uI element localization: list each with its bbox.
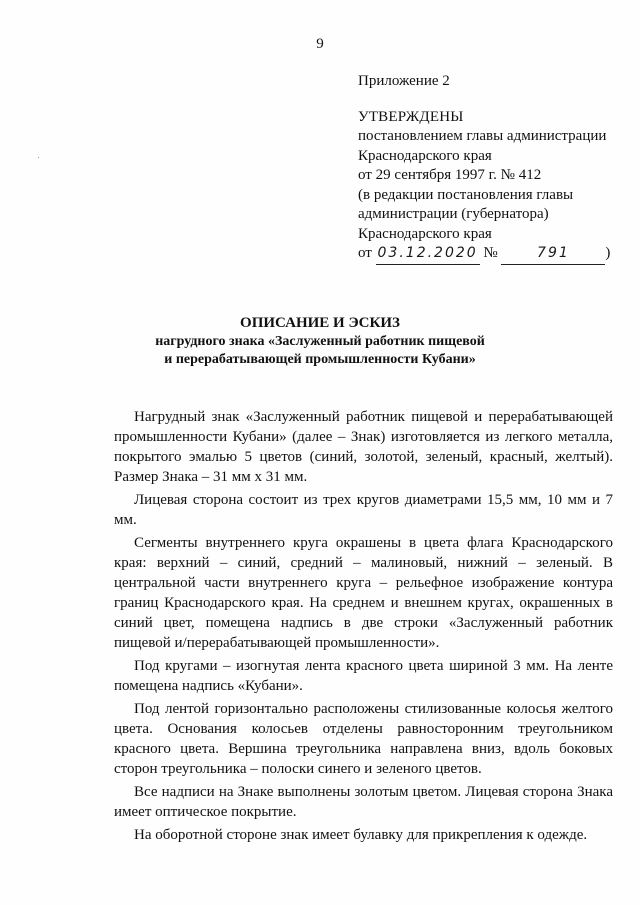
approval-line: от 29 сентября 1997 г. № 412 — [358, 167, 542, 183]
document-title — [60, 314, 580, 369]
approval-line: постановлением главы администрации — [358, 128, 607, 144]
scan-speck — [38, 157, 39, 158]
approval-line: администрации (губернатора) — [358, 206, 549, 222]
title-subtitle-line-2: и перерабатывающей промышленности Кубани» — [164, 352, 476, 367]
amendment-reference-line — [358, 244, 628, 265]
approval-line: (в редакции постановления главы — [358, 186, 574, 203]
approval-line: Краснодарского края — [358, 225, 492, 242]
paragraph: Нагрудный знак «Заслуженный работник пищевой и перерабатывающей промышленности Кубани» (далее – Знак) изготовляется из легкого металла, покрытого эмалью 5 цветов (синий, золотой, зеленый, красный, желтый). Размер Знака – 31 мм х 31 мм. — [114, 409, 613, 485]
page-number: 9 — [316, 36, 324, 52]
paragraph: Сегменты внутреннего круга окрашены в цвета флага Краснодарского края: верхний – синий, средний – малиновый, нижний – зеленый. В центральной части внутреннего круга – рельефное изображение контура границ Краснодарского края. На среднем и внешнем кругах, окрашенных в синий цвет, помещена надпись в две строки «Заслуженный работник пищевой и/перерабатывающей промышленности». — [114, 535, 613, 651]
paragraph: На оборотной стороне знак имеет булавку для прикрепления к одежде. — [134, 827, 588, 843]
title-main: ОПИСАНИЕ И ЭСКИЗ — [240, 315, 400, 331]
paragraph: Под лентой горизонтально расположены стилизованные колосья желтого цвета. Основания колосьев отделены равносторонним треугольником красного цвета. Вершина треугольника направлена вниз, вдоль боковых сторон треугольника – полоски синего и зеленого цветов. — [114, 701, 613, 777]
paragraph: Все надписи на Знаке выполнены золотым цветом. Лицевая сторона Знака имеет оптическое покрытие. — [114, 784, 613, 820]
appendix-label: Приложение 2 — [358, 73, 450, 89]
approval-block — [358, 72, 628, 265]
description-body — [114, 407, 613, 848]
approved-heading: УТВЕРЖДЕНЫ — [358, 108, 464, 125]
approval-line: Краснодарского края — [358, 147, 492, 164]
handwritten-number: 791 — [501, 244, 605, 265]
closing-paren: ) — [605, 245, 611, 261]
from-label: от — [358, 245, 372, 261]
paragraph: Под кругами – изогнутая лента красного цвета шириной 3 мм. На ленте помещена надпись «Кубани». — [114, 658, 613, 694]
number-label: № — [483, 245, 498, 261]
paragraph: Лицевая сторона состоит из трех кругов диаметрами 15,5 мм, 10 мм и 7 мм. — [114, 492, 613, 528]
title-subtitle-line-1: нагрудного знака «Заслуженный работник пищевой — [155, 334, 485, 349]
handwritten-date: 03.12.2020 — [376, 244, 480, 265]
